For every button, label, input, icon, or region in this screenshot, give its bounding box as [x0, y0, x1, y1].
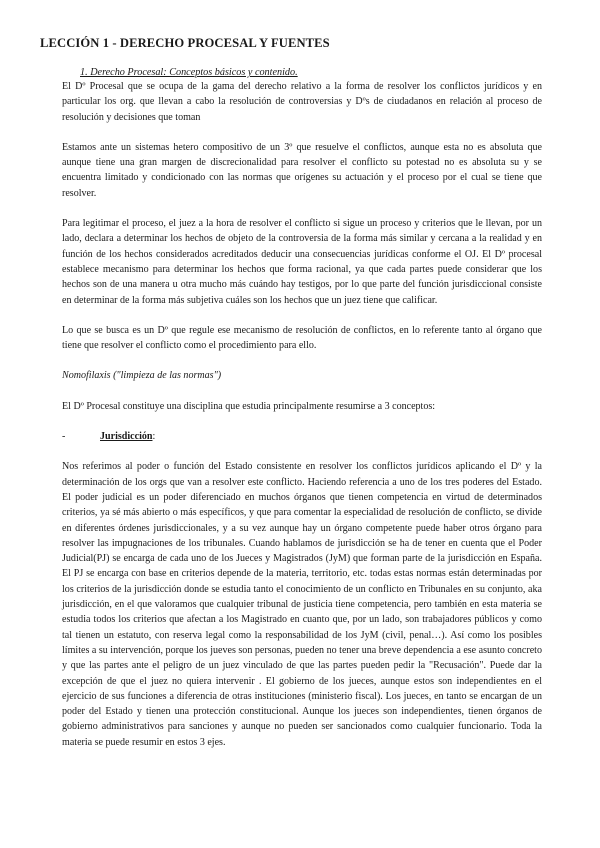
jurisdiccion-paragraph: Nos referimos al poder o función del Estado consistente en resolver los conflictos jurídicos aplicando el Dº y la determinación de los orgs que van a resolver este conflicto. Haciendo referencia a uno de los tres poderes del Estado. El poder judicial es un poder diferenciado en muchos órganos que tienen competencia en virtud de determinados criterios, ya sé más abierto o más específicos, y que para comentar la especialidad de resolución de conflicto, se divide en diferentes órdenes jurisdiccionales, y a su vez aunque hay un órgano competente puede haber otros órgano para resolver las impugnaciones de los tribunales. Cuando hablamos de jurisdicción se ha de tener en cuenta que el Poder Judicial(PJ) se encarga de cada uno de los Jueces y Magistrados (JyM) que forman parte de la jurisdicción en España. El PJ se encarga con base en criterios depende de la materia, territorio, etc. todas estas normas están determinadas por los criterios de la jurisdicción donde se estudia tanto el conocimiento de un conflicto en Tribunales en su conjunto, aka jurisdicción, en el que valoramos que cualquier tribunal de justicia tiene competencia, pero también en esta materia se estudia todos los criterios que afectan a los Magistrado en cuanto que, por un lado, son trabajadores públicos y como tal tienen un estatuto, con reserva legal como la responsabilidad de los JyM (civil, penal…). Así como los posibles límites a su intervención, porque los jueves son personas, pueden no tener una breve dependencia a ese asunto concreto y que las partes ante el peligro de un juez vinculado de que las partes pueden pedir la "Recusación". Puede dar la excepción de que el juez no quiera intervenir . El gobierno de los jueces, aunque estos son independientes en el ejercicio de sus funciones a diferencia de otras instituciones (ministerio fiscal). Los jueces, en tanto se encargan de un poder del Estado y tienen una protección constitucional. Aunque los jueces son independientes, tienen órganos de gobierno administrativos para sanciones y aunque no pueden ser sancionados como cualquier funcionario. Toda la materia se puede resumir en estos 3 ejes. — [62, 461, 542, 748]
paragraph-2: Estamos ante un sistemas hetero compositivo de un 3º que resuelve el conflictos, aunque esta no es absoluta que aunque tiene una gran margen de discrecionalidad para resolver el conflicto su potestad no es absoluta su y se encuentra limitado y condicionado con las normas que orígenes su actuación y el proceso por el cual se tiene que resolver. — [62, 141, 542, 199]
lesson-title: LECCIÓN 1 - DERECHO PROCESAL Y FUENTES — [40, 36, 330, 50]
paragraph-4: Lo que se busca es un Dº que regule ese mecanismo de resolución de conflictos, en lo referente tanto al órgano que tiene que resolver el conflicto como el procedimiento para ello. — [62, 324, 542, 352]
bullet-colon: : — [152, 431, 156, 443]
document-body — [62, 79, 542, 750]
section-heading: 1. Derecho Procesal: Conceptos básicos y contenido. — [80, 67, 298, 78]
bullet-jurisdiccion — [62, 429, 542, 444]
jurisdiccion-term: Jurisdicción — [100, 431, 153, 443]
intro-concepts: El Dº Procesal constituye una disciplina que estudia principalmente resumirse a 3 conceptos: — [62, 400, 436, 412]
bullet-dash: - — [62, 431, 66, 443]
nomofilaxis-heading: Nomofilaxis ("limpieza de las normas") — [62, 370, 222, 382]
paragraph-3: Para legitimar el proceso, el juez a la hora de resolver el conflicto si sigue un proceso y criterios que le llevan, por un lado, declara a determinar los hechos de objeto de la controversia de la forma más similar y cercana a la realidad y en función de los hechos considerados acreditados deducir una consecuencias jurídicas conforme el OJ. El Dº procesal establece mecanismo para determinar los hechos que forma racional, ya que cada partes puede considerar que los hechos son de una manera u otra mucho más cuándo hay testigos, por lo que parte del función jurisdiccional consiste en determinar de la forma más subjetiva cuáles son los hechos que un juez tiene que calificar. — [62, 218, 542, 306]
paragraph-1: El Dº Procesal que se ocupa de la gama del derecho relativo a la forma de resolver los conflictos jurídicos y en particular los org. que llevan a cabo la resolución de controversias y Dºs de ciudadanos en relación al proceso de resolución y decisiones que toman — [62, 81, 542, 123]
